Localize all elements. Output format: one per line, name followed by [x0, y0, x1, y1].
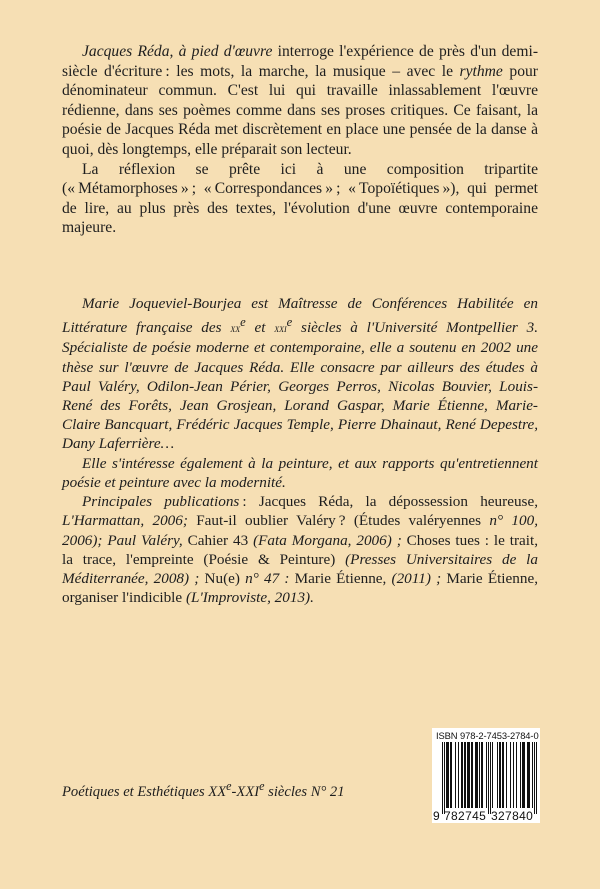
isbn-label: ISBN 978-2-7453-2784-0 [436, 730, 539, 741]
author-biography [62, 294, 538, 607]
barcode-bar [464, 742, 465, 808]
barcode-bar [510, 742, 511, 808]
barcode-bar [471, 742, 472, 808]
text-run: Faut-il oublier Valéry ? (Études valéryennes [187, 512, 490, 530]
barcode-bar [472, 742, 473, 808]
barcode-bar [490, 742, 491, 814]
barcode-bar [528, 742, 529, 808]
barcode-bar [461, 742, 462, 808]
bio-paragraph-1 [62, 294, 538, 454]
isbn-barcode [432, 728, 540, 823]
text-run: Marie Joqueviel-Bourjea est Maîtresse de Conférences Habilitée en Littérature française des [62, 295, 538, 337]
text-run: Marie Étienne, organiser l'indicible [62, 569, 538, 607]
blurb-paragraph-2 [62, 160, 538, 238]
barcode-digit-first: 9 [433, 809, 440, 823]
book-blurb [62, 42, 538, 238]
bio-paragraph-2 [62, 454, 538, 492]
barcode-bar [499, 742, 500, 808]
barcode-bar [497, 742, 498, 808]
barcode-bar [532, 742, 533, 808]
barcode-bar [455, 742, 456, 808]
barcode-bar [524, 742, 525, 808]
barcode-bar [482, 742, 483, 808]
text-run: xxi [274, 321, 287, 336]
bio-publications [62, 492, 538, 607]
barcode-bar [500, 742, 501, 808]
barcode-bar [516, 742, 517, 808]
barcode-bar [450, 742, 451, 808]
text-run: n° 47 : [245, 569, 290, 587]
barcode-bar [451, 742, 452, 808]
text-run: (2011) ; [391, 569, 442, 587]
text-run: Principales publications [82, 493, 240, 511]
barcode-bar [536, 742, 537, 814]
text-run: (Fata Morgana, 2006) ; [253, 531, 402, 549]
text-run: siècles à l'Université Montpellier 3. Spécialiste de poésie moderne et contemporaine, elle a soutenu en 2002 une thèse sur l'œuvre de Jacques Réda. Elle consacre par ailleurs des études à Paul Valéry, Odilon-Jean Périer, Georges Perros, Nicolas Bouvier, Louis-René des Forêts, Jean Grosjean, Lorand Gaspar, Marie Étienne, Marie-Claire Bancquart, Frédéric Jacques Temple, Pierre Dhainaut, René Depestre, Dany Laferrière… [62, 319, 538, 453]
barcode-bar [522, 742, 523, 808]
text-run: e [240, 315, 246, 330]
text-run: La réflexion se prête ici à une composition tripartite (« Métamorphoses » ; « Correspondances » ; « Topoïétiques »), qui permet de lire, au plus près des textes, l'évolution d'une œuvre contemporaine majeure. [62, 160, 538, 237]
text-run: L'Harmattan, 2006; [62, 512, 188, 530]
barcode-bar [513, 742, 514, 808]
barcode-bar [520, 742, 521, 808]
barcode-digits-left: 782745 [444, 809, 487, 823]
barcode-bar [481, 742, 482, 808]
barcode-bar [444, 742, 445, 814]
text-run: Jacques Réda, à pied d'œuvre [82, 43, 273, 60]
blurb-paragraph-1 [62, 42, 538, 160]
barcode-bar [476, 742, 477, 808]
text-run: (L'Improviste, 2013). [185, 589, 314, 607]
barcode-bar [458, 742, 459, 808]
barcode-bar [448, 742, 449, 808]
barcode-bar [468, 742, 469, 808]
text-run: interroge l'expérience de près d'un demi-siècle d'écriture : les mots, la marche, la musique – avec le [62, 43, 539, 80]
text-run: n° 100, 2006); Paul Valéry, [62, 512, 538, 549]
series-prefix: Poétiques et Esthétiques XX [62, 783, 227, 800]
barcode-bar [492, 742, 493, 808]
series-sup-2: e [259, 779, 265, 793]
barcode-bar [442, 742, 443, 814]
text-run: Elle s'intéresse également à la peinture, et aux rapports qu'entretiennent poésie et peinture avec la modernité. [62, 454, 538, 491]
text-run: et [245, 319, 275, 337]
text-run: Nu(e) [199, 569, 246, 587]
barcode-bar [503, 742, 504, 808]
barcode-bar [477, 742, 478, 808]
series-suffix: siècles N° 21 [264, 783, 345, 800]
barcode-bar [506, 742, 507, 808]
text-run: xx [230, 321, 241, 336]
barcode-bar [467, 742, 468, 808]
barcode-bar [447, 742, 448, 808]
text-run: e [286, 315, 293, 330]
text-run: Marie Étienne, [289, 569, 392, 587]
barcode-digits-right: 327840 [491, 809, 534, 823]
barcode-digits [432, 809, 540, 822]
series-sup-1: e [226, 779, 232, 793]
barcode-bar [534, 742, 535, 814]
barcode-bar [488, 742, 489, 814]
text-run: pour dénominateur commun. C'est lui qui travaille inlassablement l'œuvre rédienne, dans ses poèmes comme dans ses proses critiques. Ce faisant, la poésie de Jacques Réda met discrètement en place une pensée de la danse à quoi, dès longtemps, elle préparait son lecteur. [62, 62, 538, 158]
text-run: Choses tues : le trait, la trace, l'empreinte (Poésie & Peinture) [62, 531, 539, 568]
text-run: Cahier 43 [182, 531, 254, 549]
series-mid: -XXI [231, 783, 260, 800]
barcode-bar [462, 742, 463, 808]
barcode-bar [475, 742, 476, 808]
text-run: (Presses Universitaires de la Méditerranée, 2008) ; [62, 550, 538, 587]
barcode-bar [446, 742, 447, 808]
barcode-bar [486, 742, 487, 808]
barcode-bar [527, 742, 528, 808]
barcode-bar [502, 742, 503, 808]
series-title [62, 779, 402, 801]
barcode-bar [465, 742, 466, 808]
text-run: : Jacques Réda, la dépossession heureuse, [239, 493, 538, 511]
barcode-bar [523, 742, 524, 808]
text-run: rythme [459, 62, 503, 80]
barcode-bar [529, 742, 530, 808]
barcode-bar [479, 742, 480, 808]
barcode-bar [469, 742, 470, 808]
